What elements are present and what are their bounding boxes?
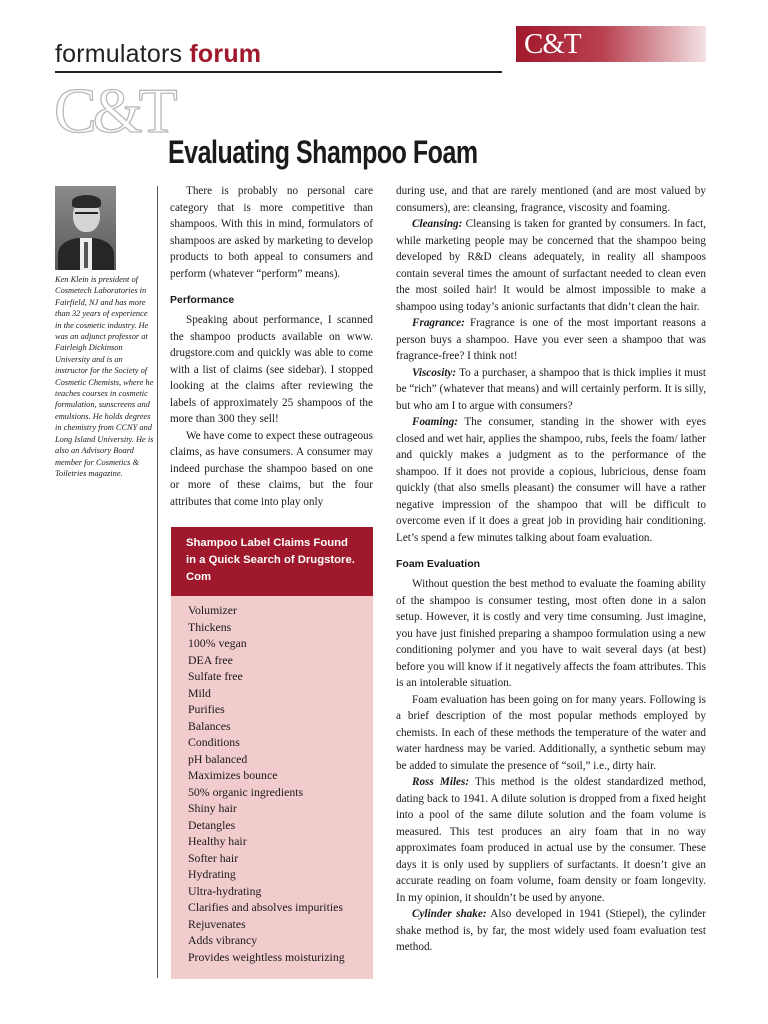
cleansing-lead: Cleansing: xyxy=(412,218,463,230)
claim-item: Provides weightless moisturizing xyxy=(188,949,345,964)
foaming-paragraph xyxy=(396,414,706,546)
fragrance-paragraph xyxy=(396,315,706,365)
performance-paragraph-2: We have come to expect these outrageous claims, as have consumers. A consumer may indeed purchase the shampoo based on one or more of these claims, but the four attributes that come into play only xyxy=(170,429,373,508)
article-title: Evaluating Shampoo Foam xyxy=(168,134,478,170)
performance-paragraph-1: Speaking about performance, I scanned the shampoo products available on www. drugstore.com and quickly was able to come with a list of claims (see sidebar). I stopped looking at the claims after reviewing the labels of approximately 25 shampoos of the more than 300 they sell! xyxy=(170,314,373,425)
foaming-lead: Foaming: xyxy=(412,416,459,428)
cylinder-shake-lead: Cylinder shake: xyxy=(412,908,487,920)
ross-miles-lead: Ross Miles: xyxy=(412,776,470,788)
sidebar-title: Shampoo Label Claims Found in a Quick Search of Drugstore. Com xyxy=(171,527,373,596)
section-label-light: formulators xyxy=(55,40,183,68)
header-rule xyxy=(55,71,502,73)
sidebar-box xyxy=(171,527,373,979)
foam-evaluation-heading: Foam Evaluation xyxy=(396,558,481,570)
claim-item: Mild xyxy=(188,685,211,700)
ross-miles-text: This method is the oldest standardized method, dating back to 1941. A dilute solution is dropped from a fixed height into a pool of the same dilute solution and the foam volume is measured. This test produces an airy foam that in no way approximates foam produced in actual use by the consumer. These days it is only used by suppliers of surfactants. It doesn’t give an accurate reading on foam volume, foam density or foam longevity. In my opinion, it shouldn’t be used by anyone. xyxy=(396,776,706,904)
claim-item: Shiny hair xyxy=(188,801,237,815)
claim-item: Maximizes bounce xyxy=(188,768,278,782)
author-photo xyxy=(55,186,116,270)
intro-paragraph: There is probably no personal care category that is more competitive than shampoos. With this in mind, formulators of shampoos are asked by marketing to develop products to both appeal to consumers and perform (whatever “perform” means). xyxy=(170,185,373,280)
claim-item: 50% organic ingredients xyxy=(188,784,304,799)
brand-logo: C&T xyxy=(524,28,581,60)
claim-item: Rejuvenates xyxy=(188,916,246,931)
claim-item: pH balanced xyxy=(188,751,248,766)
cleansing-text: Cleansing is taken for granted by consumers. In fact, while marketing people may be concerned that the shampoo being developed by R&D cleans adequately, in reality all shampoos contain several times the amount of surfactant needed to clean even the most soiled hair! It would be almost impossible to make a shampoo using today’s anionic surfactants that didn’t clean the hair. xyxy=(396,218,706,313)
claim-item: Hydrating xyxy=(188,867,236,881)
claim-item: DEA free xyxy=(188,652,233,667)
claim-item: 100% vegan xyxy=(188,636,247,650)
foam-evaluation-paragraph-2: Foam evaluation has been going on for many years. Following is a brief description of the most popular methods employed by chemists. In each of these methods the temperature of the water and water hardness may be varied. Additionally, a synthetic sebum may be added to simulate the presence of “soil,” i.e., dirty hair. xyxy=(396,693,706,772)
claim-item: Clarifies and absolves impurities xyxy=(188,900,343,914)
fragrance-lead: Fragrance: xyxy=(412,317,465,329)
author-bio: Ken Klein is president of Cosmetech Laboratories in Fairfield, NJ and has more than 32 years of experience in the cosmetic industry. He was an adjunct professor at Fairleigh Dickinson University and is an instructor for the Society of Cosmetic Chemists, where he teaches courses in cosmetic formulation, sunscreens and emulsions. He holds degrees in chemistry from CCNY and Long Island University. He is also an Advisory Board member for Cosmetics & Toiletries magazine. xyxy=(55,275,154,478)
cylinder-shake-text: Also developed in 1941 (Stiepel), the cylinder shake method is, by far, the most widely used foam evaluation test method. xyxy=(396,908,707,953)
claim-item: Detangles xyxy=(188,817,236,832)
cleansing-paragraph xyxy=(396,216,706,315)
claim-item: Conditions xyxy=(188,735,240,749)
claim-item: Sulfate free xyxy=(188,669,243,683)
performance-heading: Performance xyxy=(170,294,235,306)
column-divider xyxy=(157,186,158,978)
claim-item: Healthy hair xyxy=(188,834,247,848)
viscosity-text: To a purchaser, a shampoo that is thick implies it must be “rich” (whatever that means) and will certainly perform. It is silly, but who am I to argue with consumers? xyxy=(396,366,706,412)
foaming-text: The consumer, standing in the shower with eyes closed and wet hair, applies the shampoo, rubs, feels the foam/ lather and quickly makes a judgment as to the performance of the shampoo. If it does not provide a copious, lubricious, dense foam quickly (that also smells pleasant) the consumer will have a rather negative impression of the shampoo that will be difficult to overcome even if it does a great job in providing hair conditioning. Let’s spend a few minutes talking about foam evaluation. xyxy=(396,416,706,544)
claim-item: Balances xyxy=(188,718,231,733)
viscosity-lead: Viscosity: xyxy=(412,366,457,379)
claim-item: Purifies xyxy=(188,702,225,716)
viscosity-paragraph xyxy=(396,365,706,415)
claim-item: Adds vibrancy xyxy=(188,933,258,947)
claim-item: Softer hair xyxy=(188,850,239,865)
ross-miles-paragraph xyxy=(396,774,706,906)
claim-item: Volumizer xyxy=(188,603,237,617)
section-label-bold: forum xyxy=(189,40,262,68)
continued-paragraph: during use, and that are rarely mentioned (and are most valued by consumers), are: cleansing, fragrance, viscosity and foaming. xyxy=(396,185,706,214)
claim-item: Thickens xyxy=(188,619,232,634)
watermark-logo: C&T xyxy=(54,75,174,146)
foam-evaluation-paragraph-1: Without question the best method to evaluate the foaming ability of the shampoo is consumer testing, most often done in a salon setup. However, it is costly and very time consuming. Just imagine, you have just finished preparing a shampoo formulation using a new conditioning polymer and you have to wait several days (at best) before you will know if it negatively affects the foam attributes. This is an intolerable situation. xyxy=(396,578,706,689)
cylinder-shake-paragraph xyxy=(396,906,706,956)
column-middle xyxy=(170,183,373,510)
claims-list xyxy=(171,596,373,965)
claim-item: Ultra-hydrating xyxy=(188,883,262,898)
brand-band xyxy=(516,26,706,62)
section-label xyxy=(55,40,261,69)
fragrance-text: Fragrance is one of the most important reasons a person buys a shampoo. Have you ever seen a shampoo that was fragrance-free? I think not! xyxy=(396,317,706,362)
column-right xyxy=(396,183,706,956)
